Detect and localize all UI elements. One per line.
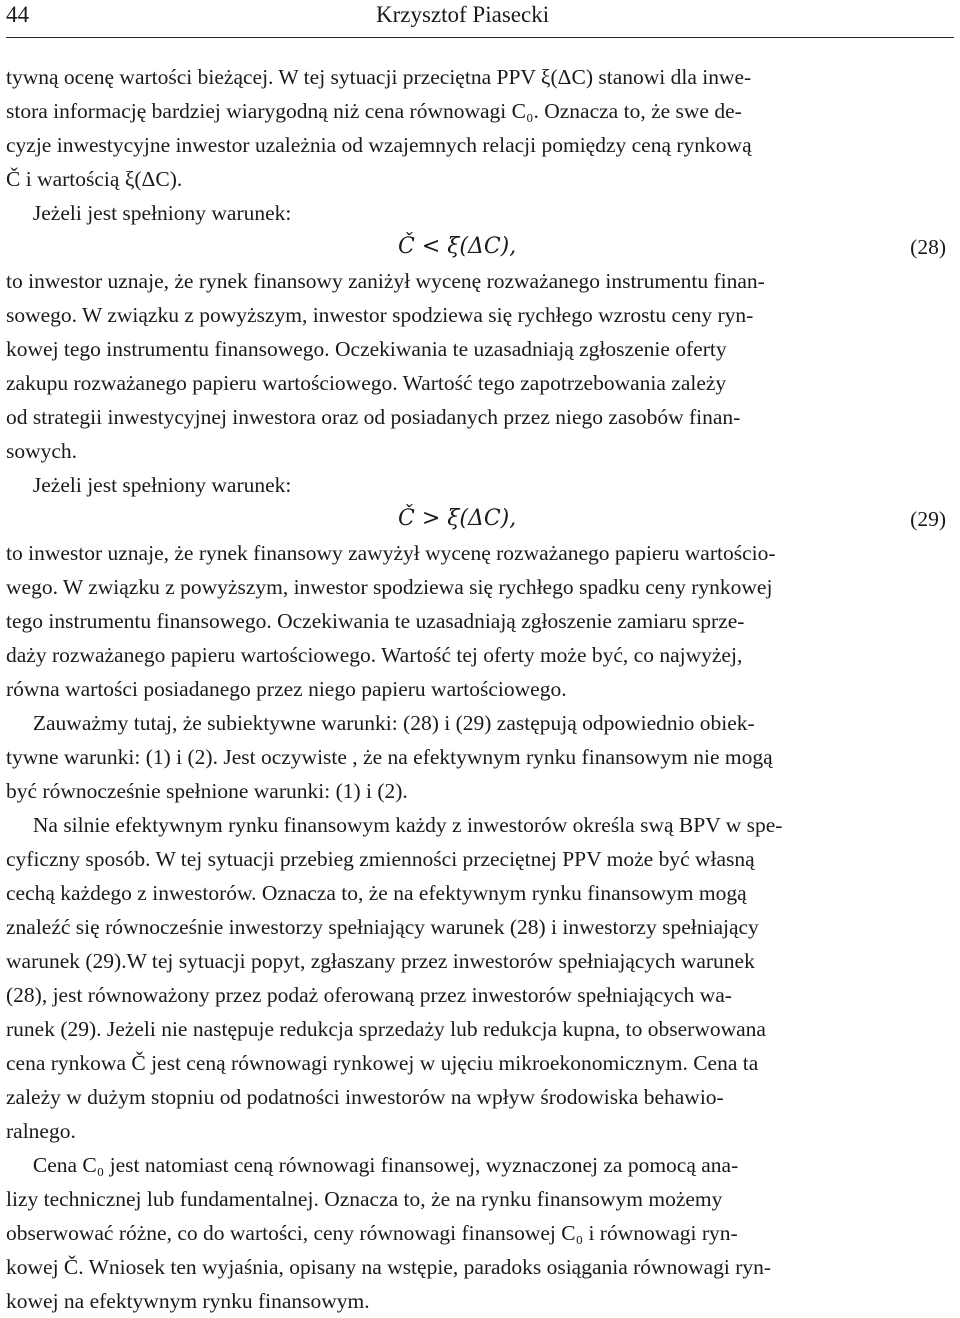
text-line: kowej Č. Wniosek ten wyjaśnia, opisany na wstępie, paradoks osiągania równowagi ryn- <box>6 1255 772 1279</box>
text-line: ralnego. <box>6 1119 76 1143</box>
text-line: kowej tego instrumentu finansowego. Oczekiwania te uzasadniają zgłoszenie oferty <box>6 337 727 361</box>
header-rule <box>6 37 954 38</box>
text-line: Jeżeli jest spełniony warunek: <box>6 201 292 225</box>
equation-29-number: (29) <box>910 507 946 531</box>
text-line: to inwestor uznaje, że rynek finansowy zawyżył wycenę rozważanego papieru wartościo- <box>6 541 776 565</box>
text-line: to inwestor uznaje, że rynek finansowy zaniżył wycenę rozważanego instrumentu finan- <box>6 269 765 293</box>
text-line: od strategii inwestycyjnej inwestora oraz od posiadanych przez niego zasobów finan- <box>6 405 741 429</box>
text-line: kowej na efektywnym rynku finansowym. <box>6 1289 370 1313</box>
text-line: Zauważmy tutaj, że subiektywne warunki: (28) i (29) zastępują odpowiednio obiek- <box>6 711 755 735</box>
text-line: cena rynkowa Č jest ceną równowagi rynkowej w ujęciu mikroekonomicznym. Cena ta <box>6 1051 759 1075</box>
text-line: zależy w dużym stopniu od podatności inwestorów na wpływ środowiska behawio- <box>6 1085 724 1109</box>
text-line: znaleźć się równocześnie inwestorzy spełniający warunek (28) i inwestorzy spełniający <box>6 915 759 939</box>
page-header <box>6 0 954 40</box>
text-line: stora informację bardziej wiarygodną niż cena równowagi C₀. Oznacza to, że swe de- <box>6 99 742 123</box>
text-line: cechą każdego z inwestorów. Oznacza to, że na efektywnym rynku finansowym mogą <box>6 881 747 905</box>
text-line: Č i wartością ξ(ΔC). <box>6 167 183 191</box>
running-title: Krzysztof Piasecki <box>376 2 550 27</box>
text-line: sowych. <box>6 439 78 463</box>
text-line: tywną ocenę wartości bieżącej. W tej sytuacji przeciętna PPV ξ(ΔC) stanowi dla inwe- <box>6 65 752 89</box>
text-line: cyzje inwestycyjne inwestor uzależnia od wzajemnych relacji pomiędzy ceną rynkową <box>6 133 752 157</box>
paragraph-block-1 <box>6 60 946 230</box>
equation-29 <box>6 502 946 536</box>
body-text <box>6 60 946 1318</box>
paragraph-block-3 <box>6 536 946 1318</box>
text-line: warunek (29).W tej sytuacji popyt, zgłaszany przez inwestorów spełniających warunek <box>6 949 755 973</box>
text-line: (28), jest równoważony przez podaż oferowaną przez inwestorów spełniających wa- <box>6 983 732 1007</box>
text-line: daży rozważanego papieru wartościowego. Wartość tej oferty może być, co najwyżej, <box>6 643 743 667</box>
text-line: wego. W związku z powyższym, inwestor spodziewa się rychłego spadku ceny rynkowej <box>6 575 773 599</box>
text-line: runek (29). Jeżeli nie następuje redukcja sprzedaży lub redukcja kupna, to obserwowana <box>6 1017 766 1041</box>
text-line: cyficzny sposób. W tej sytuacji przebieg zmienności przeciętnej PPV może być własną <box>6 847 755 871</box>
text-line: zakupu rozważanego papieru wartościowego. Wartość tego zapotrzebowania zależy <box>6 371 727 395</box>
paragraph-block-2 <box>6 264 946 502</box>
text-line: sowego. W związku z powyższym, inwestor spodziewa się rychłego wzrostu ceny ryn- <box>6 303 754 327</box>
text-line: tego instrumentu finansowego. Oczekiwania te uzasadniają zgłoszenie zamiaru sprze- <box>6 609 745 633</box>
text-line: równa wartości posiadanego przez niego papieru wartościowego. <box>6 677 567 701</box>
text-line: obserwować różne, co do wartości, ceny równowagi finansowej C₀ i równowagi ryn- <box>6 1221 738 1245</box>
text-line: tywne warunki: (1) i (2). Jest oczywiste , że na efektywnym rynku finansowym nie mogą <box>6 745 773 769</box>
equation-28-formula: Č < ξ(ΔC), <box>398 234 517 259</box>
text-line: Na silnie efektywnym rynku finansowym każdy z inwestorów określa swą BPV w spe- <box>6 813 783 837</box>
text-line: Jeżeli jest spełniony warunek: <box>6 473 292 497</box>
equation-28 <box>6 230 946 264</box>
equation-28-number: (28) <box>910 235 946 259</box>
equation-29-formula: Č > ξ(ΔC), <box>398 506 517 531</box>
text-line: być równocześnie spełnione warunki: (1) i (2). <box>6 779 408 803</box>
text-line: Cena C₀ jest natomiast ceną równowagi finansowej, wyznaczonej za pomocą ana- <box>6 1153 739 1177</box>
page-number: 44 <box>6 2 29 27</box>
text-line: lizy technicznej lub fundamentalnej. Oznacza to, że na rynku finansowym możemy <box>6 1187 723 1211</box>
